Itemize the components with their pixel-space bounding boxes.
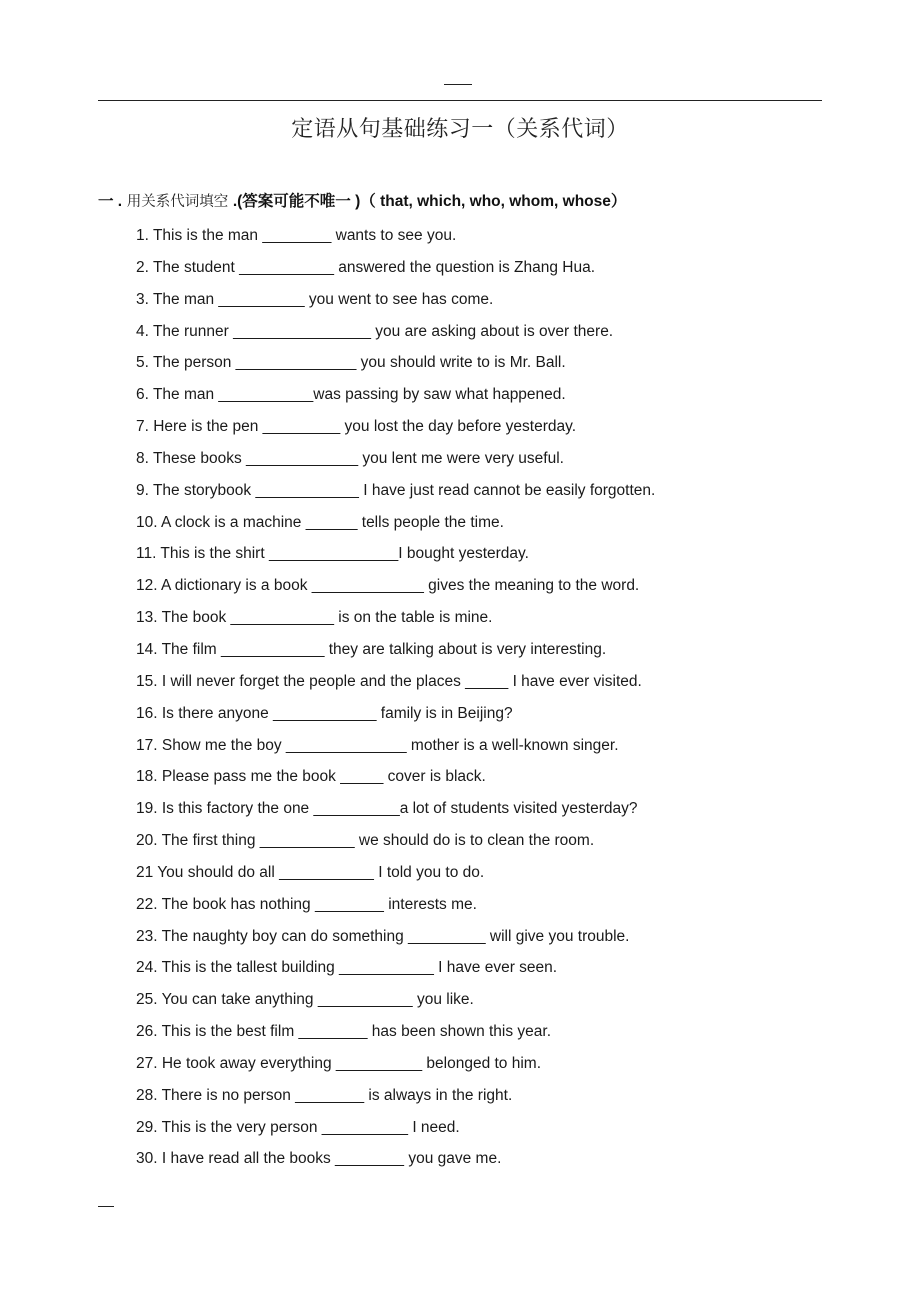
question-item: 25. You can take anything ___________ you like. [136, 991, 474, 1009]
instruction-note: .(答案可能不唯一 ) [232, 193, 361, 210]
question-item: 28. There is no person ________ is always in the right. [136, 1086, 513, 1104]
question-item: 3. The man __________ you went to see has come. [136, 290, 494, 308]
question-item: 13. The book ____________ is on the table is mine. [136, 609, 493, 627]
question-item: 17. Show me the boy ______________ mother is a well-known singer. [136, 736, 619, 754]
question-item: 6. The man ___________was passing by saw what happened. [136, 386, 566, 404]
question-item: 12. A dictionary is a book _____________ gives the meaning to the word. [136, 577, 640, 595]
page-title: 定语从句基础练习一（关系代词） [291, 117, 629, 142]
question-item: 30. I have read all the books ________ you gave me. [136, 1150, 502, 1168]
question-item: 18. Please pass me the book _____ cover is black. [136, 768, 486, 786]
question-item: 11. This is the shirt _______________I bought yesterday. [136, 545, 529, 563]
question-item: 24. This is the tallest building ___________ I have ever seen. [136, 959, 558, 977]
question-item: 10. A clock is a machine ______ tells people the time. [136, 513, 504, 531]
question-item: 5. The person ______________ you should write to is Mr. Ball. [136, 354, 566, 372]
question-item: 2. The student ___________ answered the question is Zhang Hua. [136, 258, 596, 276]
question-item: 20. The first thing ___________ we should do is to clean the room. [136, 832, 595, 850]
question-item: 8. These books _____________ you lent me were very useful. [136, 449, 564, 467]
question-item: 14. The film ____________ they are talking about is very interesting. [136, 640, 607, 658]
question-item: 16. Is there anyone ____________ family is in Beijing? [136, 704, 513, 722]
question-item: 26. This is the best film ________ has been shown this year. [136, 1023, 552, 1041]
instruction-word-list: （ that, which, who, whom, whose） [360, 193, 627, 210]
instruction [98, 190, 626, 214]
question-item: 7. Here is the pen _________ you lost the day before yesterday. [136, 418, 577, 436]
question-item: 19. Is this factory the one __________a lot of students visited yesterday? [136, 800, 638, 818]
question-item: 4. The runner ________________ you are asking about is over there. [136, 322, 614, 340]
question-item: 23. The naughty boy can do something _________ will give you trouble. [136, 927, 630, 945]
question-item: 15. I will never forget the people and the places _____ I have ever visited. [136, 672, 642, 690]
instruction-number: 一 . [98, 193, 123, 210]
header-rule [98, 100, 822, 101]
question-item: 21 You should do all ___________ I told you to do. [136, 863, 485, 881]
header-mark [444, 84, 472, 85]
question-item: 27. He took away everything __________ belonged to him. [136, 1054, 542, 1072]
footer-mark [98, 1206, 114, 1207]
question-item: 1. This is the man ________ wants to see you. [136, 227, 457, 244]
question-item: 29. This is the very person __________ I need. [136, 1118, 460, 1136]
question-item: 22. The book has nothing ________ interests me. [136, 895, 477, 913]
question-list [136, 220, 655, 1175]
instruction-text: 用关系代词填空 [122, 194, 233, 210]
question-item: 9. The storybook ____________ I have just read cannot be easily forgotten. [136, 481, 656, 499]
